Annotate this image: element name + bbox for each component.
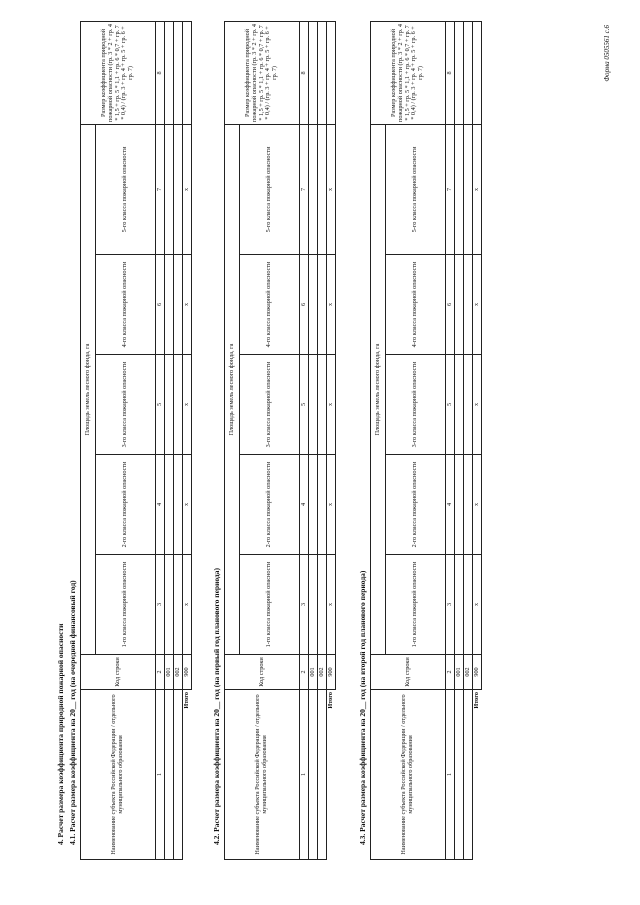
total-x: x: [473, 255, 482, 355]
table-cell[interactable]: [327, 21, 336, 124]
col-number: 5: [156, 355, 165, 455]
table-cell[interactable]: [174, 124, 183, 254]
total-code: 900: [183, 655, 192, 690]
table-cell[interactable]: [174, 355, 183, 455]
row-code: 002: [464, 655, 473, 690]
coefficient-table-4-3: [370, 21, 482, 860]
header-class-1: 1-го класса пожарной опасности: [386, 555, 446, 655]
row-code: 002: [174, 655, 183, 690]
table-cell[interactable]: [174, 255, 183, 355]
table-cell[interactable]: [318, 555, 327, 655]
table-cell[interactable]: [183, 21, 192, 124]
col-number: 6: [446, 255, 455, 355]
table-cell[interactable]: [174, 21, 183, 124]
col-number: 1: [446, 690, 455, 860]
table-cell[interactable]: [464, 21, 473, 124]
header-class-2: 2-го класса пожарной опасности: [386, 455, 446, 555]
table-cell[interactable]: [165, 255, 174, 355]
col-number: 7: [156, 124, 165, 254]
header-code: Код строки: [81, 655, 156, 690]
total-x: x: [327, 455, 336, 555]
header-subject: Наименование субъекта Российской Федерации / отдельного муниципального образования: [225, 690, 300, 860]
table-cell[interactable]: [455, 355, 464, 455]
header-class-3: 3-го класса пожарной опасности: [386, 355, 446, 455]
col-number: 8: [300, 21, 309, 124]
header-class-4: 4-го класса пожарной опасности: [240, 255, 300, 355]
header-class-4: 4-го класса пожарной опасности: [386, 255, 446, 355]
header-class-5: 5-го класса пожарной опасности: [96, 124, 156, 254]
table-cell[interactable]: [464, 124, 473, 254]
row-code: 001: [455, 655, 464, 690]
total-x: x: [473, 455, 482, 555]
col-number: 1: [156, 690, 165, 860]
col-number: 4: [156, 455, 165, 555]
table-title-4-1: 4.1. Расчет размера коэффициента на 20__ год (на очередной финансовый год): [68, 580, 77, 845]
col-number: 8: [156, 21, 165, 124]
table-cell[interactable]: [165, 690, 174, 860]
table-cell[interactable]: [309, 124, 318, 254]
total-x: x: [473, 355, 482, 455]
total-x: x: [327, 355, 336, 455]
col-number: 7: [446, 124, 455, 254]
table-cell[interactable]: [309, 355, 318, 455]
col-number: 1: [300, 690, 309, 860]
col-number: 4: [446, 455, 455, 555]
header-class-5: 5-го класса пожарной опасности: [240, 124, 300, 254]
col-number: 5: [300, 355, 309, 455]
table-cell[interactable]: [318, 124, 327, 254]
row-code: 001: [165, 655, 174, 690]
col-number: 8: [446, 21, 455, 124]
table-cell[interactable]: [455, 124, 464, 254]
total-label: Итого: [327, 690, 336, 860]
table-cell[interactable]: [464, 555, 473, 655]
header-class-2: 2-го класса пожарной опасности: [96, 455, 156, 555]
table-cell[interactable]: [174, 455, 183, 555]
table-cell[interactable]: [464, 690, 473, 860]
table-cell[interactable]: [165, 124, 174, 254]
total-label: Итого: [473, 690, 482, 860]
table-cell[interactable]: [455, 255, 464, 355]
table-title-4-3: 4.3. Расчет размера коэффициента на 20__ год (на второй год планового периода): [358, 570, 367, 845]
col-number: 7: [300, 124, 309, 254]
header-class-2: 2-го класса пожарной опасности: [240, 455, 300, 555]
row-code: 002: [318, 655, 327, 690]
table-cell[interactable]: [165, 21, 174, 124]
header-class-4: 4-го класса пожарной опасности: [96, 255, 156, 355]
header-class-5: 5-го класса пожарной опасности: [386, 124, 446, 254]
table-cell[interactable]: [174, 555, 183, 655]
table-cell[interactable]: [165, 355, 174, 455]
total-x: x: [327, 124, 336, 254]
table-cell[interactable]: [318, 690, 327, 860]
table-cell[interactable]: [473, 21, 482, 124]
total-x: x: [473, 124, 482, 254]
table-cell[interactable]: [464, 355, 473, 455]
header-code: Код строки: [371, 655, 446, 690]
header-class-3: 3-го класса пожарной опасности: [240, 355, 300, 455]
col-number: 2: [300, 655, 309, 690]
total-x: x: [183, 555, 192, 655]
total-x: x: [327, 555, 336, 655]
table-cell[interactable]: [464, 455, 473, 555]
header-subject: Наименование субъекта Российской Федерации / отдельного муниципального образования: [371, 690, 446, 860]
table-cell[interactable]: [309, 21, 318, 124]
table-cell[interactable]: [318, 255, 327, 355]
total-x: x: [327, 255, 336, 355]
table-cell[interactable]: [318, 455, 327, 555]
header-class-1: 1-го класса пожарной опасности: [240, 555, 300, 655]
header-coefficient: Размер коэффициента природной пожарной опасности (гр. 3 * 2 + гр. 4 * 1,5 + гр. 5 * 1,1 + гр. 6 * 0,7 + гр. 7 * 0,4) / (гр. 3 + гр. 4 + гр. 5 + гр. 6 + гр. 7): [371, 21, 446, 124]
col-number: 6: [300, 255, 309, 355]
table-cell[interactable]: [174, 690, 183, 860]
col-number: 2: [156, 655, 165, 690]
total-x: x: [183, 124, 192, 254]
table-cell[interactable]: [455, 690, 464, 860]
table-cell[interactable]: [309, 255, 318, 355]
total-x: x: [183, 255, 192, 355]
col-number: 6: [156, 255, 165, 355]
col-number: 2: [446, 655, 455, 690]
header-area: Площадь земель лесного фонда, га: [371, 124, 386, 654]
table-cell[interactable]: [455, 455, 464, 555]
table-cell[interactable]: [455, 21, 464, 124]
col-number: 3: [300, 555, 309, 655]
header-coefficient: Размер коэффициента природной пожарной опасности (гр. 3 * 2 + гр. 4 * 1,5 + гр. 5 * 1,1 + гр. 6 * 0,7 + гр. 7 * 0,4) / (гр. 3 + гр. 4 + гр. 5 + гр. 6 + гр. 7): [225, 21, 300, 124]
table-cell[interactable]: [309, 555, 318, 655]
coefficient-table-4-1: [80, 21, 192, 860]
header-class-1: 1-го класса пожарной опасности: [96, 555, 156, 655]
col-number: 5: [446, 355, 455, 455]
total-x: x: [183, 455, 192, 555]
row-code: 001: [309, 655, 318, 690]
table-title-4-2: 4.2. Расчет размера коэффициента на 20__ год (на первый год планового периода): [212, 568, 221, 845]
table-cell[interactable]: [318, 355, 327, 455]
total-x: x: [473, 555, 482, 655]
header-subject: Наименование субъекта Российской Федерации / отдельного муниципального образования: [81, 690, 156, 860]
col-number: 3: [156, 555, 165, 655]
table-cell[interactable]: [464, 255, 473, 355]
col-number: 4: [300, 455, 309, 555]
header-class-3: 3-го класса пожарной опасности: [96, 355, 156, 455]
section-title: 4. Расчет размера коэффициента природной пожарной опасности: [56, 623, 65, 845]
table-cell[interactable]: [309, 455, 318, 555]
header-area: Площадь земель лесного фонда, га: [81, 124, 96, 654]
total-code: 900: [473, 655, 482, 690]
form-reference: Форма 0505561 с.6: [603, 25, 611, 82]
table-cell[interactable]: [309, 690, 318, 860]
table-cell[interactable]: [318, 21, 327, 124]
table-cell[interactable]: [165, 555, 174, 655]
coefficient-table-4-2: [224, 21, 336, 860]
total-code: 900: [327, 655, 336, 690]
header-coefficient: Размер коэффициента природной пожарной опасности (гр. 3 * 2 + гр. 4 * 1,5 + гр. 5 * 1,1 + гр. 6 * 0,7 + гр. 7 * 0,4) / (гр. 3 + гр. 4 + гр. 5 + гр. 6 + гр. 7): [81, 21, 156, 124]
table-cell[interactable]: [165, 455, 174, 555]
header-code: Код строки: [225, 655, 300, 690]
total-x: x: [183, 355, 192, 455]
col-number: 3: [446, 555, 455, 655]
header-area: Площадь земель лесного фонда, га: [225, 124, 240, 654]
table-cell[interactable]: [455, 555, 464, 655]
total-label: Итого: [183, 690, 192, 860]
